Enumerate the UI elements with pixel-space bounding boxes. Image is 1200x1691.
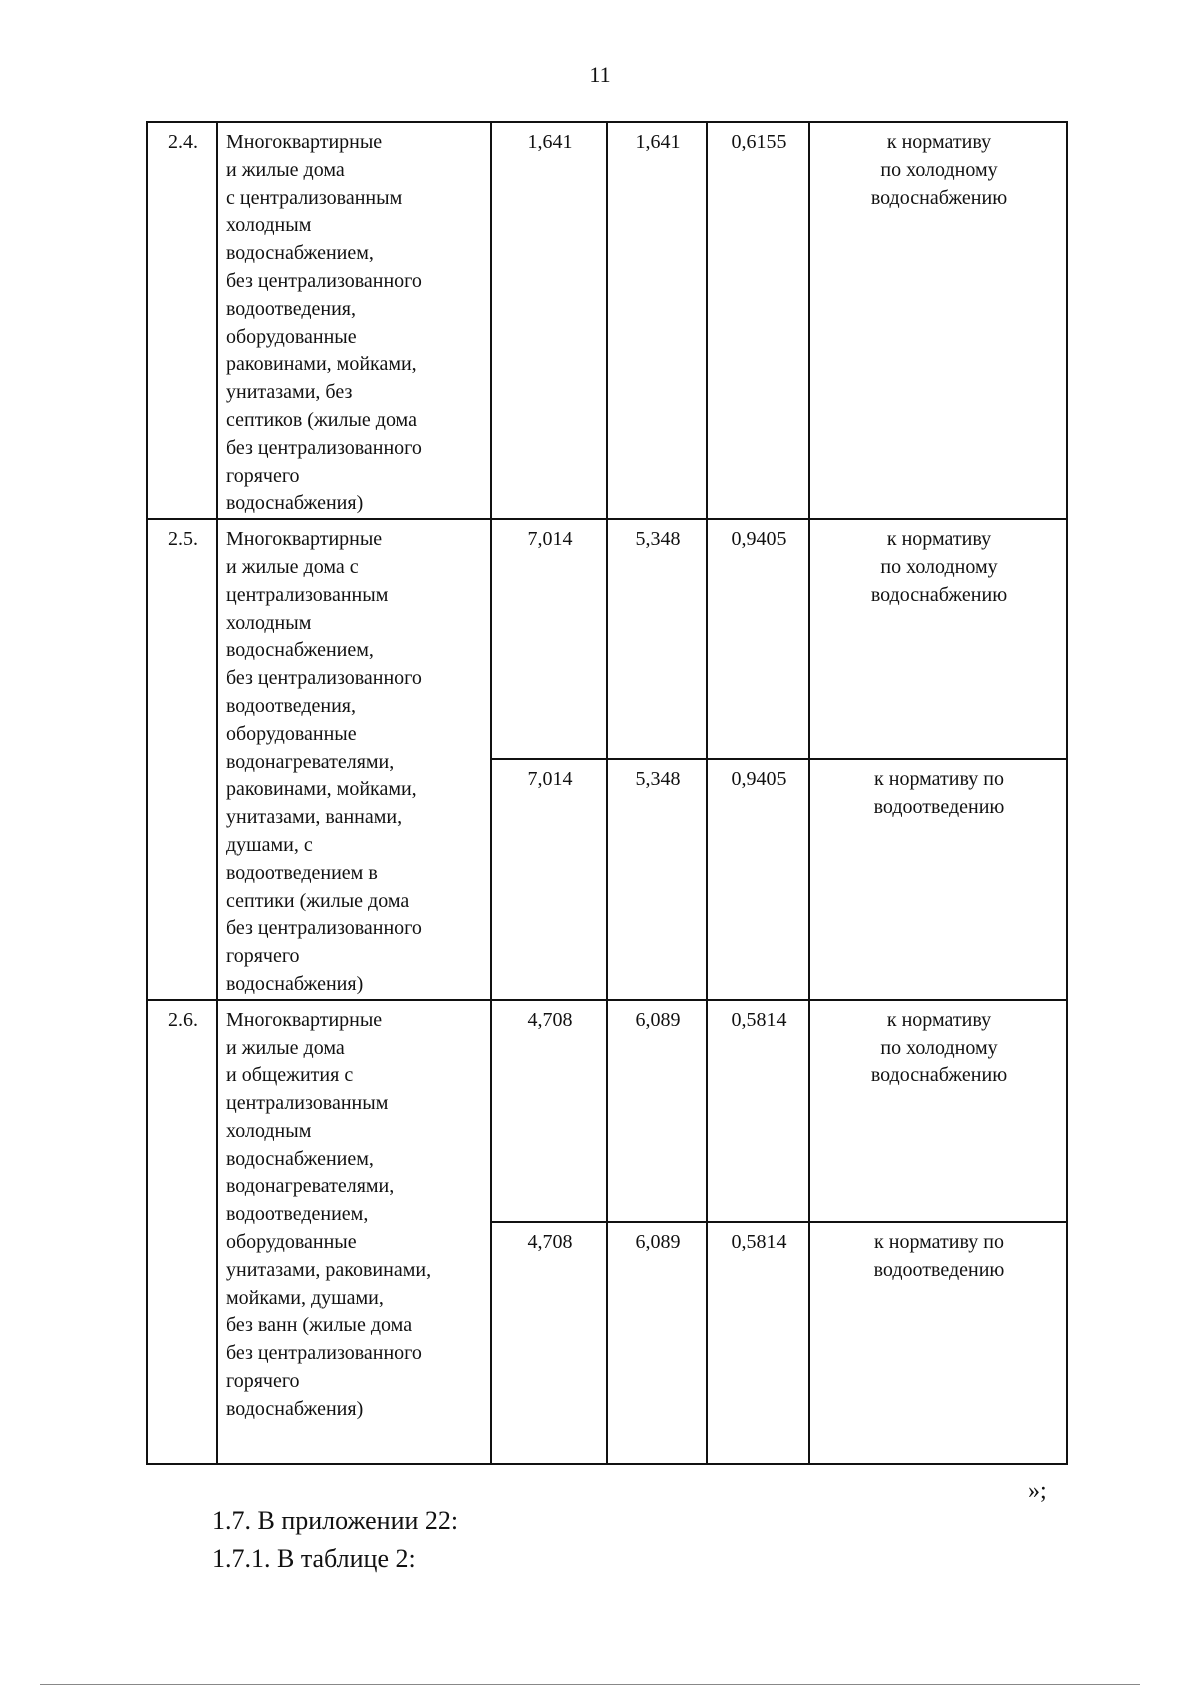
description-line: водоотведения, [226,297,356,320]
page-number: 11 [589,62,611,87]
note-cell [809,1222,1067,1464]
paragraph-1-7-1: 1.7.1. В таблице 2: [212,1544,416,1573]
description-line: и жилые дома [226,158,345,181]
note-line: по холодному [880,1036,998,1059]
description-line: водоснабжения) [226,972,364,995]
description-line: раковинами, мойками, [226,353,417,376]
description-line: раковинами, мойками, [226,778,417,801]
value-cell-3: 0,9405 [707,759,809,999]
value-cell-1: 7,014 [491,519,607,759]
description-line: водоотведением в [226,861,378,884]
description-line: холодным [226,214,312,237]
description-line: Многоквартирные [226,1008,383,1031]
note-line: водоснабжению [870,186,1008,209]
bottom-rule [40,1684,1140,1685]
note-cell [809,1000,1067,1222]
value-cell-1: 4,708 [491,1000,607,1222]
description-line: оборудованные [226,722,357,745]
row-number: 2.4. [147,122,217,519]
row-description [217,519,491,1000]
description-line: водоотведения, [226,694,356,717]
description-line: и жилые дома [226,1036,345,1059]
description-line: Многоквартирные [226,131,383,153]
description-line: оборудованные [226,325,357,348]
description-line: унитазами, ваннами, [226,806,403,829]
table-row [147,1000,1067,1222]
description-line: водонагревателями, [226,1175,395,1198]
value-cell-2: 6,089 [607,1222,707,1464]
row-description [217,122,491,519]
description-line: унитазами, без [226,381,353,404]
description-line: без централизованного [226,269,422,292]
description-line: мойками, душами, [226,1286,384,1309]
row-number: 2.6. [147,1000,217,1464]
value-cell-1: 4,708 [491,1222,607,1464]
row-number: 2.5. [147,519,217,1000]
value-cell-3: 0,5814 [707,1000,809,1222]
table-row [147,519,1067,759]
note-cell [809,759,1067,999]
description-line: водоотведением, [226,1203,369,1226]
description-line: водоснабжением, [226,1147,374,1170]
note-line: к нормативу по [874,768,1004,791]
description-line: и общежития с [226,1064,354,1087]
note-line: к нормативу по [874,1230,1004,1253]
description-line: водоснабжением, [226,242,374,265]
note-line: к нормативу [886,528,992,551]
value-cell-3: 0,5814 [707,1222,809,1464]
description-line: без централизованного [226,917,422,940]
description-line: холодным [226,1119,312,1142]
description-line: без централизованного [226,1342,422,1365]
value-cell-3: 0,9405 [707,519,809,759]
description-line: водоснабжения) [226,492,364,515]
note-cell [809,122,1067,519]
row-description [217,1000,491,1464]
description-line: унитазами, раковинами, [226,1258,432,1281]
note-line: водоотведению [873,796,1005,819]
description-line: водоснабжением, [226,639,374,662]
paragraph-1-7: 1.7. В приложении 22: [212,1506,459,1535]
description-line: душами, с [226,833,313,856]
description-line: горячего [226,464,300,487]
description-line: оборудованные [226,1231,357,1254]
note-line: по холодному [880,555,998,578]
description-line: централизованным [226,583,389,606]
description-line: и жилые дома с [226,555,359,578]
value-cell-1: 7,014 [491,759,607,999]
description-line: без централизованного [226,667,422,690]
description-line: холодным [226,611,312,634]
description-line: Многоквартирные [226,528,383,551]
table-row [147,122,1067,519]
note-line: водоотведению [873,1258,1005,1281]
note-line: по холодному [880,158,998,181]
value-cell-1: 1,641 [491,122,607,519]
description-line: централизованным [226,1092,389,1115]
value-cell-3: 0,6155 [707,122,809,519]
description-line: септики (жилые дома [226,889,410,912]
note-line: водоснабжению [870,1064,1008,1087]
description-line: с централизованным [226,186,403,209]
description-line: горячего [226,1370,300,1393]
description-line: септиков (жилые дома [226,408,417,431]
note-line: к нормативу [886,131,992,153]
value-cell-2: 6,089 [607,1000,707,1222]
description-line: горячего [226,945,300,968]
closing-quote: »; [1028,1478,1047,1504]
value-cell-2: 1,641 [607,122,707,519]
note-cell [809,519,1067,759]
description-line: без централизованного [226,436,422,459]
description-line: без ванн (жилые дома [226,1314,413,1337]
value-cell-2: 5,348 [607,519,707,759]
description-line: водонагревателями, [226,750,395,773]
norms-table [146,121,1068,1465]
value-cell-2: 5,348 [607,759,707,999]
note-line: водоснабжению [870,583,1008,606]
description-line: водоснабжения) [226,1397,364,1420]
note-line: к нормативу [886,1008,992,1031]
